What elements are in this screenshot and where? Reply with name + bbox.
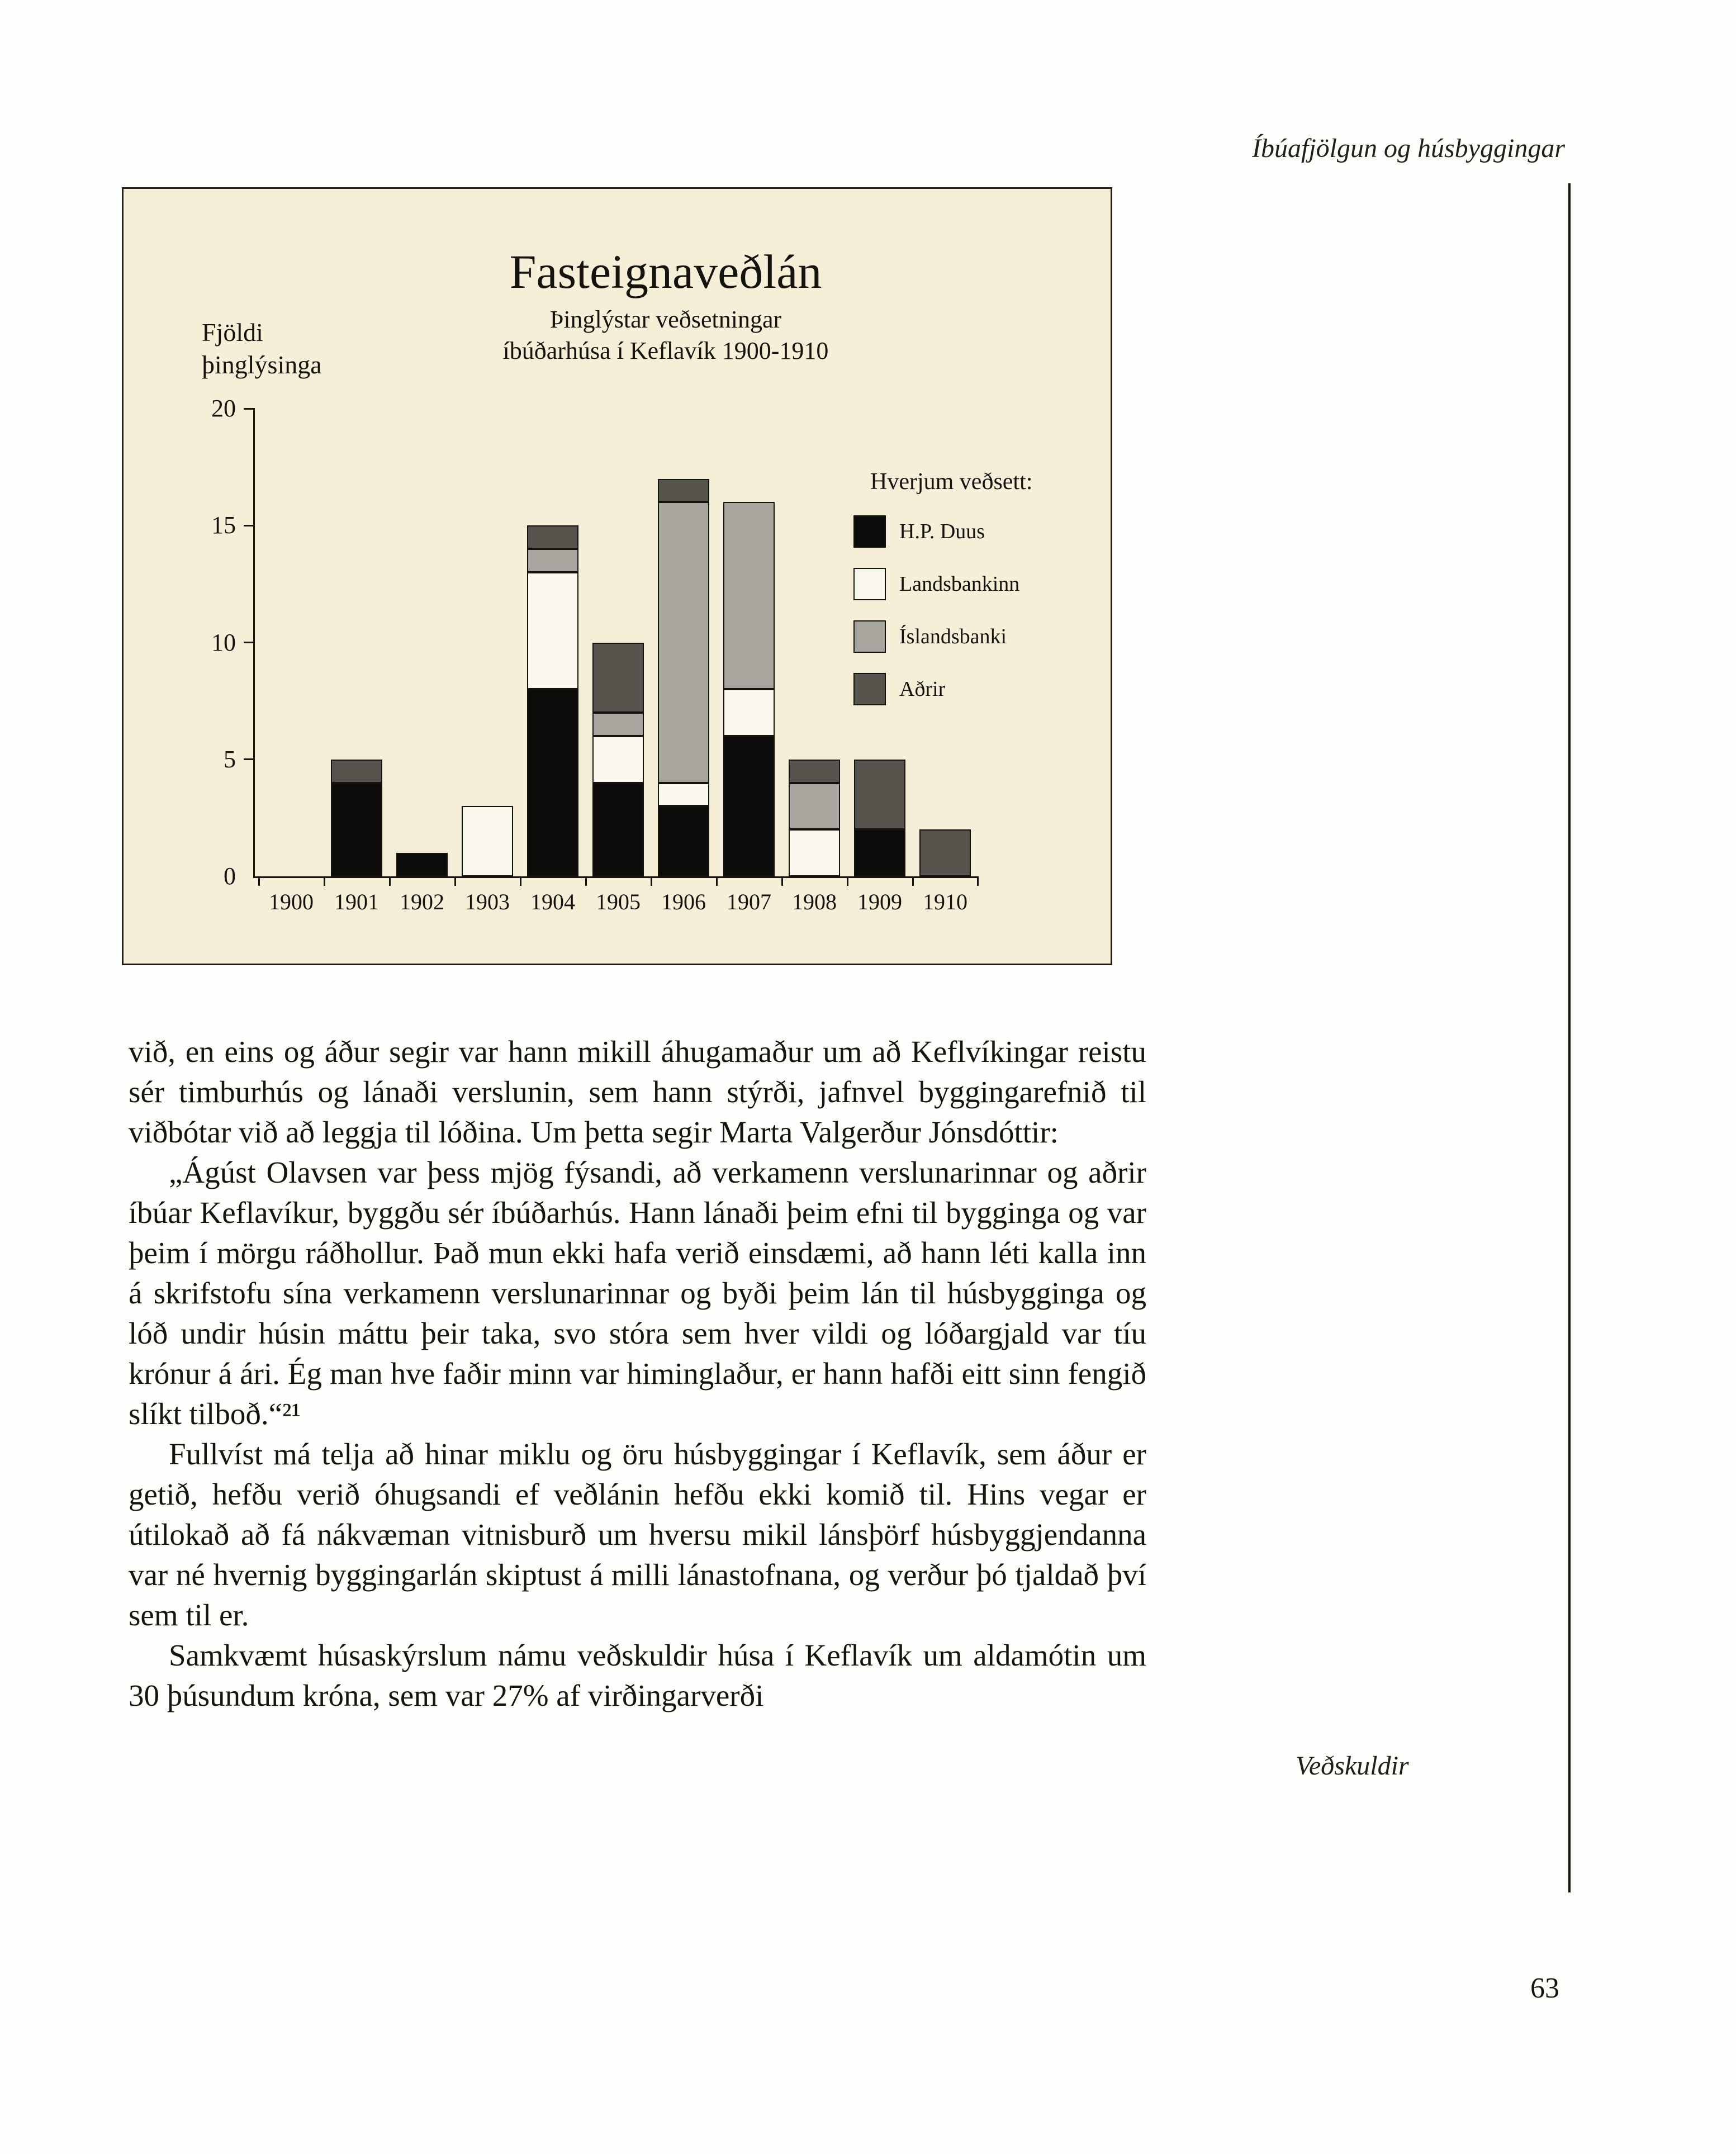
paragraph: við, en eins og áður segir var hann mikill áhugamaður um að Keflvíkingar reistu sér timburhús og lánaði verslunin, sem hann stýrði, jafnvel byggingarefnið til viðbótar við að leggja til lóðina. Um þetta segir Marta Valgerður Jónsdóttir: — [129, 1035, 1146, 1149]
bar-segment — [527, 689, 578, 876]
x-axis-tick-label: 1903 — [465, 889, 510, 914]
bar-segment — [592, 736, 644, 783]
stacked-bar — [854, 760, 905, 876]
x-axis-tick — [781, 876, 783, 886]
x-axis-tick-label: 1902 — [400, 889, 444, 914]
x-axis-tick — [912, 876, 914, 886]
y-axis-tick — [244, 758, 255, 760]
paragraph: Samkvæmt húsaskýrslum námu veðskuldir húsa í Keflavík um aldamótin um 30 þúsundum króna, sem var 27% af virðingarverði — [129, 1638, 1146, 1712]
y-axis-tick-label: 15 — [211, 511, 236, 539]
legend-item-label: Íslandsbanki — [899, 625, 1007, 648]
bar-segment — [789, 783, 840, 830]
bar-segment — [723, 736, 775, 876]
x-axis-tick-label: 1909 — [857, 889, 902, 914]
legend-item — [853, 620, 1032, 653]
chart-title: Fasteignaveðlán — [509, 245, 822, 298]
chart-legend — [853, 468, 1032, 705]
legend-swatch — [853, 568, 886, 600]
x-axis-tick — [389, 876, 391, 886]
y-axis-tick-label: 0 — [224, 862, 236, 890]
x-axis-tick — [651, 876, 652, 886]
paragraph: Fullvíst má telja að hinar miklu og öru húsbyggingar í Keflavík, sem áður er getið, hefðu verið óhugsandi ef veðlánin hefðu ekki komið til. Hins vegar er útilokað að fá nákvæman vitnisburð um hversu mikil lánsþörf húsbyggjendanna var né hvernig byggingarlán skiptust á milli lánastofnana, og verður þó tjaldað því sem til er. — [129, 1437, 1146, 1632]
stacked-bar — [789, 760, 840, 876]
stacked-bar — [462, 806, 513, 876]
bar-segment — [854, 760, 905, 830]
x-axis-tick-label: 1900 — [269, 889, 314, 914]
bar-segment — [723, 502, 775, 689]
bar-segment — [854, 829, 905, 876]
y-axis-tick — [244, 525, 255, 526]
bar-segment — [789, 829, 840, 876]
bar-segment — [527, 549, 578, 572]
bar-segment — [723, 689, 775, 736]
stacked-bar — [527, 525, 578, 876]
stacked-bar — [658, 479, 709, 876]
chart-subtitle-line2: íbúðarhúsa í Keflavík 1900-1910 — [502, 337, 829, 364]
stacked-bar — [331, 760, 382, 876]
x-axis-tick — [847, 876, 848, 886]
legend-item — [853, 515, 1032, 548]
x-axis-tick — [520, 876, 521, 886]
x-axis-tick — [454, 876, 456, 886]
legend-title: Hverjum veðsett: — [870, 469, 1033, 495]
legend-item-label: H.P. Duus — [899, 520, 985, 543]
stacked-bar — [592, 643, 644, 876]
legend-rows — [853, 515, 1032, 705]
y-axis-title-line2: þinglýsinga — [202, 350, 322, 379]
bar-segment — [592, 713, 644, 736]
x-axis-tick-label: 1904 — [530, 889, 575, 914]
page-number: 63 — [1530, 1972, 1559, 2004]
chart-figure — [122, 187, 1112, 965]
x-axis-tick — [258, 876, 260, 886]
x-axis-tick — [977, 876, 979, 886]
bar-segment — [527, 572, 578, 689]
legend-swatch — [853, 515, 886, 548]
bar-segment — [592, 643, 644, 713]
y-axis-title-line1: Fjöldi — [202, 318, 263, 347]
chart-heading — [224, 245, 1107, 367]
legend-item — [853, 673, 1032, 705]
legend-item-label: Landsbankinn — [899, 572, 1020, 596]
margin-note: Veðskuldir — [1296, 1751, 1409, 1781]
x-axis-tick — [324, 876, 325, 886]
y-axis-tick — [244, 408, 255, 410]
x-axis-tick-label: 1905 — [596, 889, 641, 914]
body-paragraphs — [129, 1032, 1146, 1716]
legend-item — [853, 568, 1032, 600]
stacked-bar — [723, 502, 775, 876]
x-axis-tick-label: 1910 — [923, 889, 967, 914]
bar-segment — [592, 783, 644, 876]
y-axis-tick-label: 5 — [224, 745, 236, 773]
bar-segment — [462, 806, 513, 876]
stacked-bar — [919, 829, 971, 876]
margin-rule — [1568, 183, 1571, 1892]
x-axis-tick — [585, 876, 587, 886]
x-axis-tick-label: 1907 — [727, 889, 771, 914]
bar-segment — [658, 502, 709, 782]
paragraph: „Ágúst Olavsen var þess mjög fýsandi, að verkamenn verslunarinnar og aðrir íbúar Keflavíkur, byggðu sér íbúðarhús. Hann lánaði þeim efni til bygginga og var þeim í mörgu ráðhollur. Það mun ekki hafa verið einsdæmi, að hann léti kalla inn á skrifstofu sína verkamenn verslunarinnar og byði þeim lán til húsbygginga og lóð undir húsin máttu þeir taka, svo stóra sem hver vildi og lóðargjald var tíu krónur á ári. Ég man hve faðir minn var himinglaður, er hann hafði eitt sinn fengið slíkt tilboð.“²¹ — [129, 1155, 1146, 1431]
y-axis-tick-label: 10 — [211, 628, 236, 656]
running-header: Íbúafjölgun og húsbyggingar — [1252, 134, 1565, 163]
x-axis-tick-label: 1908 — [792, 889, 837, 914]
bar-segment — [658, 783, 709, 806]
y-axis-tick — [244, 642, 255, 643]
bar-segment — [658, 806, 709, 876]
stacked-bar — [396, 853, 448, 876]
bar-segment — [527, 525, 578, 549]
x-axis-tick-label: 1906 — [661, 889, 706, 914]
bar-segment — [331, 760, 382, 783]
legend-swatch — [853, 620, 886, 653]
bar-segment — [331, 783, 382, 876]
x-axis-tick — [716, 876, 718, 886]
bar-segment — [789, 760, 840, 783]
bar-segment — [396, 853, 448, 876]
y-axis-title — [202, 316, 322, 381]
legend-item-label: Aðrir — [899, 677, 946, 701]
bar-segment — [658, 479, 709, 502]
x-axis-tick-label: 1901 — [334, 889, 379, 914]
legend-swatch — [853, 673, 886, 705]
y-axis-tick-label: 20 — [211, 395, 236, 422]
chart-subtitle-line1: Þinglýstar veðsetningar — [549, 306, 782, 333]
bar-segment — [919, 829, 971, 876]
